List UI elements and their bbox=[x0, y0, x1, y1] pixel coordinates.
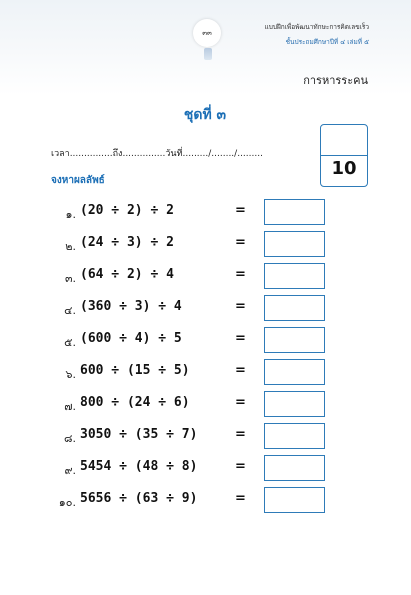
answer-box[interactable] bbox=[264, 423, 325, 449]
problem-number: ๗. bbox=[64, 400, 76, 413]
problem-expression: 800 ÷ (24 ÷ 6) bbox=[80, 395, 190, 410]
problem-number: ๔. bbox=[64, 304, 76, 317]
equals-sign: = bbox=[235, 235, 246, 250]
problem-row bbox=[0, 487, 411, 515]
problem-expression: (600 ÷ 4) ÷ 5 bbox=[80, 331, 182, 346]
score-divider bbox=[321, 155, 367, 156]
instruction: จงหาผลลัพธ์ bbox=[51, 175, 105, 186]
set-title: ชุดที่ ๓ bbox=[183, 107, 227, 123]
problem-expression: 600 ÷ (15 ÷ 5) bbox=[80, 363, 190, 378]
equals-sign: = bbox=[235, 427, 246, 442]
score-total: 10 bbox=[331, 158, 357, 179]
equals-sign: = bbox=[235, 267, 246, 282]
problem-number: ๑. bbox=[65, 208, 76, 221]
equals-sign: = bbox=[235, 459, 246, 474]
problem-row bbox=[0, 199, 411, 227]
answer-box[interactable] bbox=[264, 199, 325, 225]
problem-expression: 5656 ÷ (63 ÷ 9) bbox=[80, 491, 198, 506]
problem-number: ๖. bbox=[65, 368, 76, 381]
answer-box[interactable] bbox=[264, 327, 325, 353]
answer-box[interactable] bbox=[264, 231, 325, 257]
badge-ribbon-icon bbox=[204, 48, 212, 60]
answer-box[interactable] bbox=[264, 455, 325, 481]
time-date-line: เวลา...............ถึง...............วันที่........./......../......... bbox=[51, 149, 263, 159]
equals-sign: = bbox=[235, 203, 246, 218]
book-subtitle: ชั้นประถมศึกษาปีที่ ๔ เล่มที่ ๕ bbox=[285, 38, 369, 46]
problem-number: ๕. bbox=[64, 336, 76, 349]
problem-row bbox=[0, 359, 411, 387]
problem-row bbox=[0, 327, 411, 355]
page-badge: ๓๓ bbox=[193, 19, 221, 47]
problem-number: ๒. bbox=[65, 240, 76, 253]
problem-number: ๘. bbox=[64, 432, 76, 445]
problem-row bbox=[0, 423, 411, 451]
problem-number: ๙. bbox=[64, 464, 76, 477]
equals-sign: = bbox=[235, 363, 246, 378]
answer-box[interactable] bbox=[264, 487, 325, 513]
problem-number: ๑๐. bbox=[58, 496, 76, 509]
problem-row bbox=[0, 295, 411, 323]
equals-sign: = bbox=[235, 299, 246, 314]
equals-sign: = bbox=[235, 331, 246, 346]
problem-number: ๓. bbox=[64, 272, 76, 285]
problem-expression: 3050 ÷ (35 ÷ 7) bbox=[80, 427, 198, 442]
answer-box[interactable] bbox=[264, 391, 325, 417]
problem-expression: (20 ÷ 2) ÷ 2 bbox=[80, 203, 174, 218]
topic-title: การหารระคน bbox=[303, 74, 368, 87]
problem-expression: (24 ÷ 3) ÷ 2 bbox=[80, 235, 174, 250]
equals-sign: = bbox=[235, 491, 246, 506]
book-title: แบบฝึกเพื่อพัฒนาทักษะการคิดเลขเร็ว bbox=[264, 23, 369, 31]
problem-row bbox=[0, 455, 411, 483]
problem-row bbox=[0, 263, 411, 291]
answer-box[interactable] bbox=[264, 263, 325, 289]
problem-expression: (64 ÷ 2) ÷ 4 bbox=[80, 267, 174, 282]
problem-row bbox=[0, 231, 411, 259]
equals-sign: = bbox=[235, 395, 246, 410]
problem-expression: 5454 ÷ (48 ÷ 8) bbox=[80, 459, 198, 474]
answer-box[interactable] bbox=[264, 359, 325, 385]
answer-box[interactable] bbox=[264, 295, 325, 321]
score-box bbox=[320, 124, 368, 187]
problem-expression: (360 ÷ 3) ÷ 4 bbox=[80, 299, 182, 314]
problem-row bbox=[0, 391, 411, 419]
